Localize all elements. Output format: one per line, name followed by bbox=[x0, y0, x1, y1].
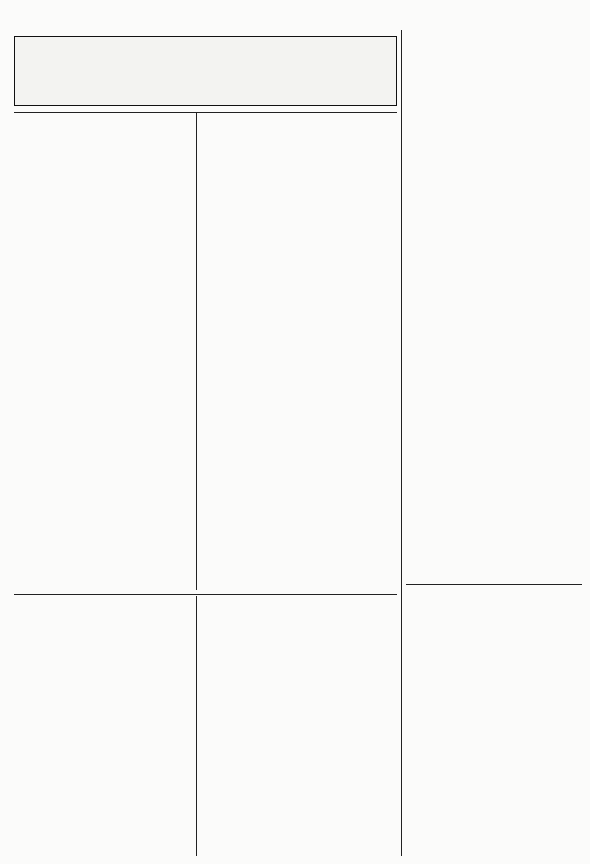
right-column-section-rule bbox=[406, 584, 582, 585]
right-column-top bbox=[406, 30, 582, 578]
column-divider-left bbox=[196, 112, 197, 590]
banner-underline-rule bbox=[14, 112, 397, 113]
banner-headline-line2 bbox=[25, 71, 386, 93]
column-divider-left-lower bbox=[196, 596, 197, 856]
bottom-section-rule bbox=[14, 594, 397, 595]
right-column-bottom bbox=[406, 590, 582, 856]
column-divider-right bbox=[401, 30, 402, 856]
condolence-headline bbox=[14, 118, 192, 238]
banner-headline-line1 bbox=[25, 45, 386, 71]
demand-headline bbox=[14, 242, 192, 272]
left-column bbox=[14, 118, 192, 588]
byline bbox=[14, 276, 192, 293]
headline-banner bbox=[14, 36, 397, 106]
left-column-bottom bbox=[14, 600, 192, 856]
middle-column bbox=[201, 118, 395, 588]
middle-column-bottom bbox=[201, 600, 395, 856]
